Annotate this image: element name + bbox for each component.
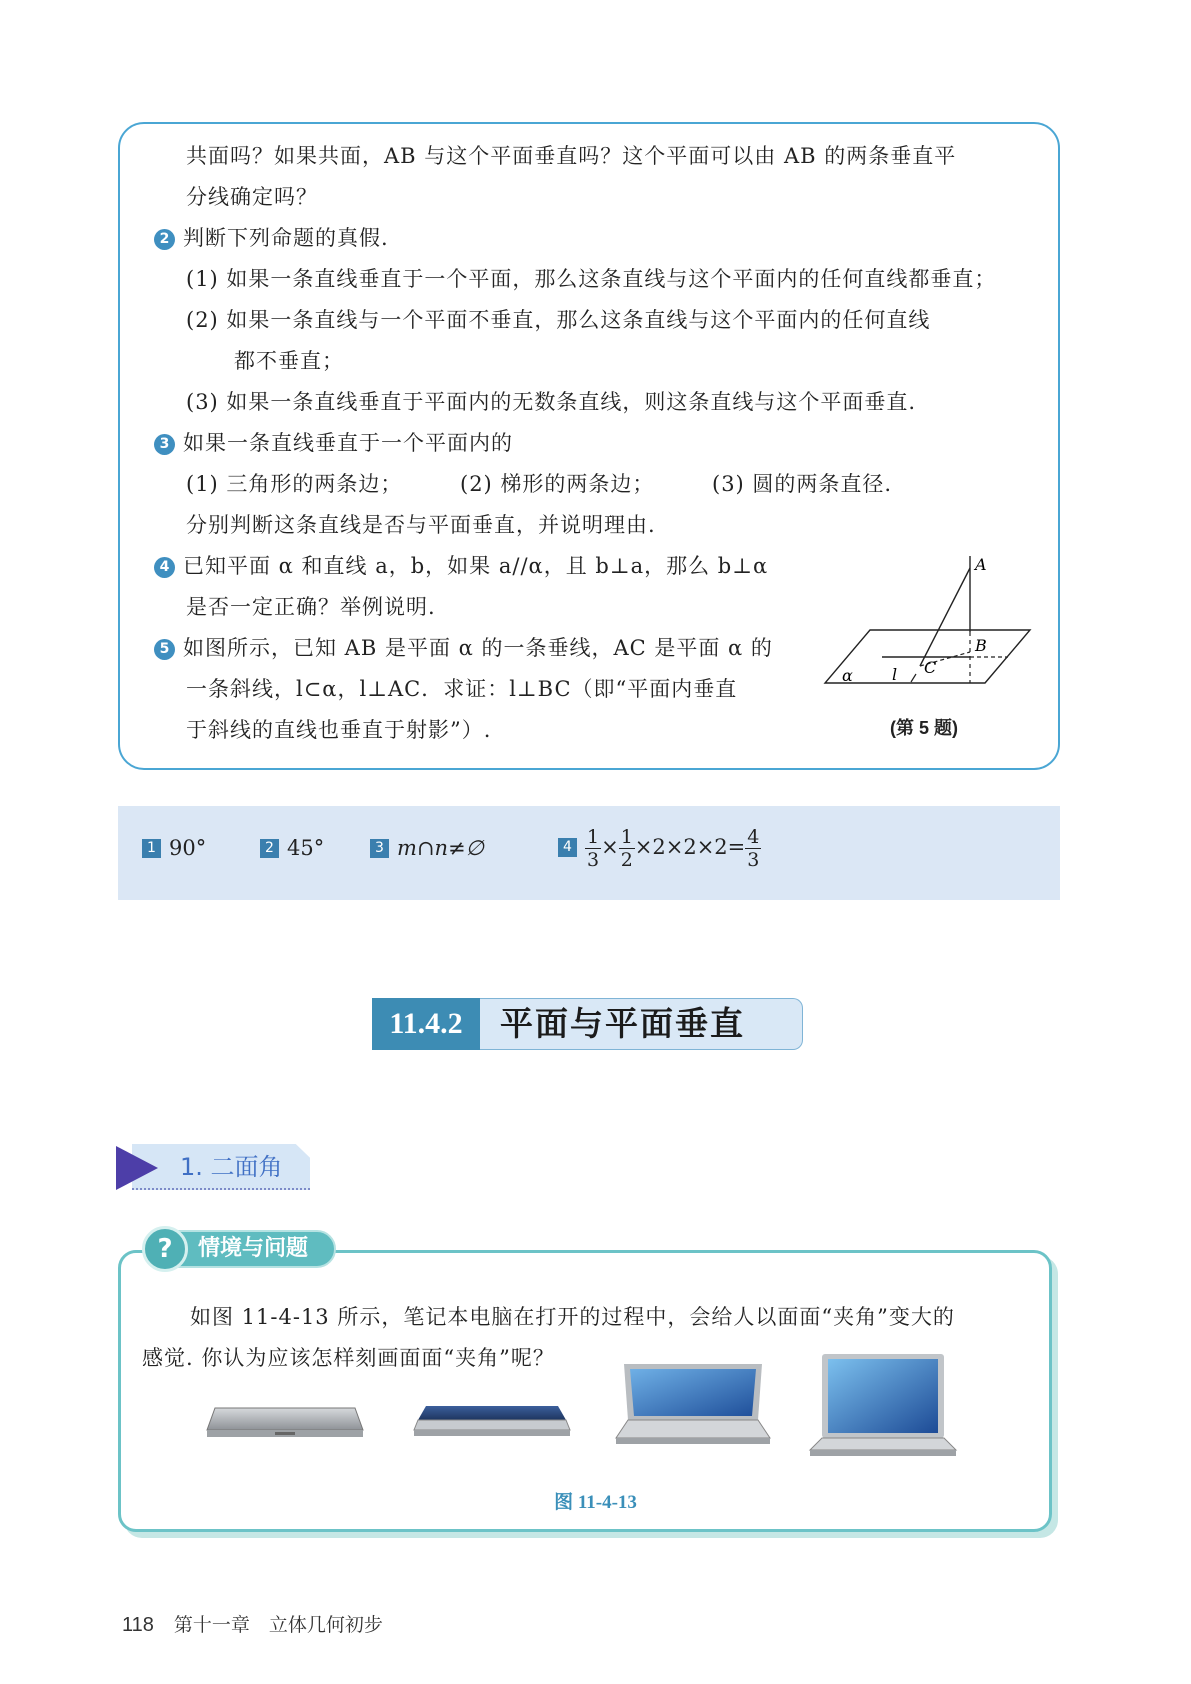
laptop-half-open-image: [612, 1358, 772, 1454]
exercise-intro-line2: 分线确定吗？: [186, 185, 318, 209]
label-b: B: [975, 636, 987, 655]
question-number-badge: 5: [154, 639, 175, 660]
question-3-option-1: (1) 三角形的两条边；: [186, 472, 403, 496]
subsection-label: 1. 二面角: [180, 1153, 283, 1181]
question-3: [154, 429, 513, 457]
question-3-option-3: (3) 圆的两条直径.: [712, 472, 893, 496]
laptop-closed-image: [205, 1390, 365, 1450]
answer-number-badge: 1: [142, 839, 161, 858]
label-l: l: [892, 665, 898, 684]
subsection-tab: [116, 1144, 316, 1192]
answer-number-badge: 3: [370, 839, 389, 858]
page-footer: [122, 1610, 383, 1637]
question-mark-icon: ?: [142, 1226, 188, 1272]
fraction-3: $\frac{4}{3}$: [747, 826, 760, 871]
question-2-item-2: (2) 如果一条直线与一个平面不垂直，那么这条直线与这个平面内的任何直线: [186, 308, 931, 332]
label-a: A: [975, 555, 987, 574]
question-number-badge: 4: [154, 557, 175, 578]
answer-4: [558, 826, 761, 871]
answer-number-badge: 2: [260, 839, 279, 858]
line-ac: [920, 568, 970, 666]
question-5-line1: 如图所示，已知 AB 是平面 α 的一条垂线，AC 是平面 α 的: [183, 636, 773, 660]
answer-2: [260, 836, 324, 860]
question-4-line1: 已知平面 α 和直线 a，b，如果 a//α，且 b⊥a，那么 b⊥α: [183, 554, 769, 578]
times-sign: ×: [601, 835, 619, 859]
question-5-line2: 一条斜线，l⊂α，l⊥AC．求证：l⊥BC（即“平面内垂直: [186, 677, 738, 701]
question-4: [154, 552, 768, 580]
answer-number-badge: 4: [558, 838, 577, 857]
geometry-figure: [820, 548, 1040, 698]
answer-3: [370, 836, 484, 860]
chapter-title: 第十一章 立体几何初步: [173, 1614, 383, 1636]
play-arrow-icon: [116, 1146, 158, 1190]
question-2-item-1: (1) 如果一条直线垂直于一个平面，那么这条直线与这个平面内的任何直线都垂直；: [186, 267, 997, 291]
section-title-box: [480, 998, 803, 1050]
figure-caption-q5: (第 5 题): [890, 718, 959, 738]
question-2-item-2-cont: 都不垂直；: [234, 349, 344, 373]
label-alpha: α: [842, 666, 853, 685]
figure-caption: 图 11-4-13: [554, 1492, 637, 1513]
section-number: 11.4.2: [372, 998, 480, 1050]
question-5-line3: 于斜线的直线也垂直于射影”）.: [186, 718, 492, 742]
laptop-fully-open-image: [808, 1350, 958, 1462]
label-c: C: [924, 658, 937, 677]
answers-strip: [118, 806, 1060, 900]
question-4-line2: 是否一定正确？举例说明.: [186, 595, 436, 619]
laptop-slightly-open-image: [412, 1384, 572, 1450]
fraction-2: $\frac{1}{2}$: [620, 826, 633, 871]
section-heading: [372, 998, 804, 1050]
answer-1-text: 90°: [169, 836, 207, 860]
section-title: 平面与平面垂直: [500, 1004, 745, 1043]
question-3-option-2: (2) 梯形的两条边；: [460, 472, 655, 496]
question-3-tail: 分别判断这条直线是否与平面垂直，并说明理由.: [186, 513, 656, 537]
answer-1: [142, 836, 206, 860]
situation-tag: [142, 1226, 338, 1272]
question-2-item-3: (3) 如果一条直线垂直于平面内的无数条直线，则这条直线与这个平面垂直.: [186, 390, 917, 414]
page-number: 118: [122, 1614, 154, 1636]
answer-2-text: 45°: [287, 836, 325, 860]
question-3-text: 如果一条直线垂直于一个平面内的: [183, 431, 513, 455]
situation-tag-label: 情境与问题: [198, 1236, 309, 1261]
question-number-badge: 2: [154, 229, 175, 250]
question-5: [154, 634, 773, 662]
situation-line1: 如图 11-4-13 所示，笔记本电脑在打开的过程中，会给人以面面“夹角”变大的: [190, 1305, 955, 1329]
question-2: [154, 224, 389, 252]
answer-4-middle: ×2×2×2=: [634, 835, 746, 859]
exercise-intro-line1: 共面吗？如果共面，AB 与这个平面垂直吗？这个平面可以由 AB 的两条垂直平: [186, 144, 957, 168]
question-2-text: 判断下列命题的真假.: [183, 226, 389, 250]
answer-3-text: m∩n≠∅: [397, 836, 484, 860]
situation-line2: 感觉. 你认为应该怎样刻画面面“夹角”呢？: [142, 1346, 555, 1370]
fraction-1: $\frac{1}{3}$: [587, 826, 600, 871]
question-number-badge: 3: [154, 434, 175, 455]
line-ac-hidden: [911, 674, 916, 682]
